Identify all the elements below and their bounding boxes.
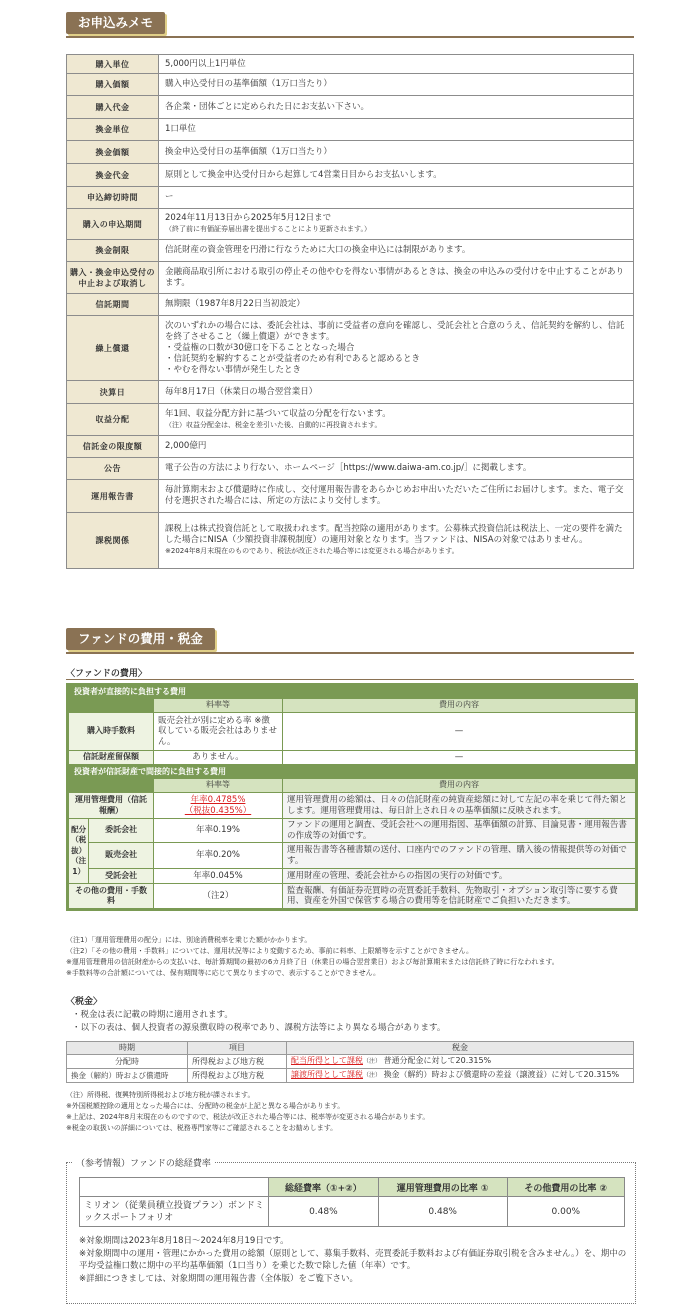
memo-row	[67, 436, 634, 458]
memo-value: 金融商品取引所における取引の停止その他やむを得ない事情があるときは、換金の申込みの受付けを中止することがあります。	[159, 262, 634, 294]
tax-header-item: 項目	[188, 1042, 287, 1055]
memo-label: 信託期間	[67, 294, 159, 316]
memo-label: 収益分配	[67, 404, 159, 436]
memo-label: 決算日	[67, 381, 159, 404]
tax-notes	[66, 1090, 646, 1134]
other-fee-label: その他の費用・手数料	[69, 884, 154, 909]
ratio-header-other: その他費用の比率 ②	[507, 1178, 624, 1197]
tax-item: 所得税および地方税	[188, 1055, 287, 1069]
fee-header-desc: 費用の内容	[283, 779, 636, 793]
direct-cost-table	[68, 698, 636, 765]
tax-rate-text: 普通分配金に対して20.315%	[383, 1056, 492, 1065]
purchase-fee-desc: —	[283, 713, 636, 751]
cost-notes	[66, 935, 646, 979]
memo-row	[67, 96, 634, 119]
memo-row	[67, 381, 634, 404]
memo-bullet-text: 信託契約を解約することが受益者のため有利であると認めるとき	[173, 353, 421, 364]
tax-bullets	[72, 1009, 445, 1034]
memo-value-note: （注）収益分配金は、税金を差引いた後、自動的に再投資されます。	[165, 420, 382, 429]
fee-header-rate: 料率等	[154, 779, 283, 793]
memo-value: 各企業・団体ごとに定められた日にお支払い下さい。	[159, 96, 634, 119]
memo-bullet-text: やむを得ない事情が発生したとき	[173, 364, 302, 375]
mgmt-fee-rate	[154, 793, 283, 819]
memo-row	[67, 294, 634, 316]
alloc-rate: 年率0.045%	[154, 869, 283, 884]
tax-row	[67, 1069, 634, 1083]
tax-period: 換金（解約）時および償還時	[67, 1069, 188, 1083]
cost-sub-rule	[66, 679, 634, 680]
ratio-header-mgmt: 運用管理費用の比率 ①	[378, 1178, 507, 1197]
alloc-rate: 年率0.19%	[154, 819, 283, 843]
tax-header-tax: 税金	[287, 1042, 634, 1055]
memo-value-text: 2024年11月13日から2025年5月12日まで	[165, 213, 332, 223]
memo-value: 無期限（1987年8月22日当初設定）	[159, 294, 634, 316]
memo-row	[67, 74, 634, 96]
fee-row	[69, 751, 636, 765]
alloc-name: 委託会社	[89, 819, 154, 843]
retention-rate: ありません。	[154, 751, 283, 765]
memo-value: 原則として換金申込受付日から起算して4営業日目からお支払いします。	[159, 164, 634, 187]
fee-row	[69, 713, 636, 751]
memo-row	[67, 55, 634, 74]
tax-bullet: ・以下の表は、個人投資者の源泉徴収時の税率であり、課税方法等により異なる場合があります。	[72, 1022, 446, 1033]
tax-desc	[287, 1055, 634, 1069]
ratio-total: 0.48%	[269, 1197, 379, 1227]
memo-row	[67, 187, 634, 209]
ratio-row	[80, 1197, 625, 1227]
memo-value: 5,000円以上1円単位	[159, 55, 634, 74]
memo-value: 2,000億円	[159, 436, 634, 458]
ratio-note: ※対象期間は2023年8月18日～2024年8月19日です。	[79, 1236, 289, 1246]
ratio-note: ※対象期間中の運用・管理にかかった費用の総額（原則として、募集手数料、売買委託手数料および有価証券取引税を含みません。）を、期中の平均受益権口数に期中の平均基準価額（1口当り）を乗じた数で除した値（年率）です。	[79, 1248, 627, 1271]
memo-title-rule	[66, 36, 634, 38]
memo-row	[67, 119, 634, 141]
memo-value: 電子公告の方法により行ない、ホームページ［https://www.daiwa-am.co.jp/］に掲載します。	[159, 458, 634, 480]
memo-bullet: ・信託契約を解約することが受益者のため有利であると認めるとき	[165, 353, 421, 364]
alloc-row	[69, 869, 636, 884]
memo-value: 信託財産の資金管理を円滑に行なうために大口の換金申込には制限があります。	[159, 240, 634, 262]
memo-value: ー	[159, 187, 634, 209]
memo-value: 毎計算期末および償還時に作成し、交付運用報告書をあらかじめお申出いただいたご住所にお届けします。また、電子交付を選択された場合には、所定の方法により交付します。	[159, 480, 634, 513]
fee-header-row	[69, 779, 636, 793]
alloc-desc: ファンドの運用と調査、受託会社への運用指図、基準価額の計算、目論見書・運用報告書の作成等の対価です。	[283, 819, 636, 843]
other-fee-rate: （注2）	[154, 884, 283, 909]
memo-label: 購入単位	[67, 55, 159, 74]
memo-value	[159, 316, 634, 381]
cost-note: （注1）「運用管理費用の配分」には、別途消費税率を乗じた額がかかります。	[66, 936, 312, 944]
alloc-row	[69, 843, 636, 869]
tax-desc	[287, 1069, 634, 1083]
indirect-cost-heading: 投資者が信託財産で間接的に負担する費用	[68, 765, 636, 778]
fee-header-row	[69, 699, 636, 713]
cost-note: （注2）「その他の費用・手数料」については、運用状況等により変動するため、事前に料率、上限額等を示すことができません。	[66, 947, 473, 955]
tax-rate-text: 換金（解約）時および償還時の差益（譲渡益）に対して20.315%	[383, 1070, 620, 1079]
memo-value-note: （終了前に有価証券届出書を提出することにより更新されます。）	[165, 225, 371, 233]
ratio-mgmt: 0.48%	[378, 1197, 507, 1227]
mgmt-fee-desc: 運用管理費用の総額は、日々の信託財産の純資産総額に対して左記の率を乗じて得た額とします。運用管理費用は、毎日計上され日々の基準価額に反映されます。	[283, 793, 636, 819]
fee-row	[69, 884, 636, 909]
tax-bullet: ・税金は表に記載の時期に適用されます。	[72, 1010, 233, 1020]
memo-label: 信託金の限度額	[67, 436, 159, 458]
tax-item: 所得税および地方税	[188, 1069, 287, 1083]
alloc-name: 販売会社	[89, 843, 154, 869]
memo-section-title: お申込みメモ	[66, 12, 165, 34]
tax-subtitle: 〈税金〉	[66, 997, 103, 1007]
ratio-header-blank	[80, 1178, 269, 1197]
alloc-rate: 年率0.20%	[154, 843, 283, 869]
memo-label: 購入価額	[67, 74, 159, 96]
memo-label: 購入の申込期間	[67, 209, 159, 240]
fee-header-blank	[69, 699, 154, 713]
memo-value-text: 課税上は株式投資信託として取扱われます。配当控除の適用があります。公募株式投資信託は税法上、一定の要件を満たした場合にNISA（少額投資非課税制度）の適用対象となります。当ファンドは、NISAの対象ではありません。	[165, 524, 623, 545]
memo-row	[67, 262, 634, 294]
memo-bullet: ・受益権の口数が30億口を下ることとなった場合	[165, 342, 355, 353]
expense-ratio-box	[66, 1159, 636, 1304]
mgmt-fee-rate-net: （税抜0.435%）	[184, 805, 252, 816]
memo-value: 1口単位	[159, 119, 634, 141]
fee-table-frame	[66, 683, 638, 911]
tax-header-period: 時期	[67, 1042, 188, 1055]
memo-label: 購入・換金申込受付の中止および取消し	[67, 262, 159, 294]
fee-header-rate: 料率等	[154, 699, 283, 713]
tax-table	[66, 1041, 634, 1083]
memo-label: 運用報告書	[67, 480, 159, 513]
purchase-fee-rate: 販売会社が別に定める率 ※徴収している販売会社はありません。	[154, 713, 283, 751]
memo-row	[67, 316, 634, 381]
memo-value	[159, 404, 634, 436]
memo-row	[67, 480, 634, 513]
memo-row	[67, 164, 634, 187]
tax-row	[67, 1055, 634, 1069]
memo-row	[67, 458, 634, 480]
memo-value	[159, 209, 634, 240]
mgmt-fee-rate-gross: 年率0.4785%	[190, 795, 246, 805]
alloc-desc: 運用報告書等各種書類の送付、口座内でのファンドの管理、購入後の情報提供等の対価です。	[283, 843, 636, 869]
ratio-note: ※詳細につきましては、対象期間の運用報告書（全体版）をご覧下さい。	[79, 1273, 358, 1284]
tax-period: 分配時	[67, 1055, 188, 1069]
tax-category-note: （注）	[363, 1072, 382, 1079]
memo-value-note: ※2024年8月末現在のものであり、税法が改正された場合等には変更される場合があります。	[165, 547, 459, 555]
tax-header-row	[67, 1042, 634, 1055]
mgmt-fee-label: 運用管理費用（信託報酬）	[69, 793, 154, 819]
fee-header-blank	[69, 779, 154, 793]
cost-note: ※手数料等の合計額については、保有期間等に応じて異なりますので、表示することができません。	[66, 969, 381, 977]
cost-section-title: ファンドの費用・税金	[66, 628, 215, 650]
memo-label: 繰上償還	[67, 316, 159, 381]
memo-label: 申込締切時間	[67, 187, 159, 209]
alloc-desc: 運用財産の管理、委託会社からの指図の実行の対価です。	[283, 869, 636, 884]
cost-note: ※運用管理費用の信託財産からの支払いは、毎計算期間の最初の6カ月終了日（休業日の場合翌営業日）および毎計算期末または信託終了時に行なわれます。	[66, 958, 559, 966]
memo-label: 課税関係	[67, 513, 159, 569]
fee-header-desc: 費用の内容	[283, 699, 636, 713]
memo-label: 換金価額	[67, 141, 159, 164]
memo-row	[67, 240, 634, 262]
memo-row	[67, 513, 634, 569]
alloc-row	[69, 819, 636, 843]
memo-value: 購入申込受付日の基準価額（1万口当たり）	[159, 74, 634, 96]
memo-label: 換金制限	[67, 240, 159, 262]
purchase-fee-label: 購入時手数料	[69, 713, 154, 751]
tax-category-note: （注）	[363, 1058, 382, 1065]
retention-desc: —	[283, 751, 636, 765]
tax-category: 譲渡所得として課税	[291, 1070, 363, 1079]
memo-value	[159, 513, 634, 569]
memo-value-text: 次のいずれかの場合には、委託会社は、事前に受益者の意向を確認し、受託会社と合意のうえ、信託契約を解約し、信託を終了させること（繰上償還）ができます。	[165, 320, 625, 342]
other-fee-desc: 監査報酬、有価証券売買時の売買委託手数料、先物取引・オプション取引等に要する費用、資産を外国で保管する場合の費用等を信託財産でご負担いただきます。	[283, 884, 636, 909]
alloc-name: 受託会社	[89, 869, 154, 884]
memo-label: 公告	[67, 458, 159, 480]
memo-bullet-text: 受益権の口数が30億口を下ることとなった場合	[173, 342, 355, 353]
fund-cost-subtitle: 〈ファンドの費用〉	[66, 669, 147, 679]
expense-ratio-title: （参考情報）ファンドの総経費率	[73, 1156, 214, 1169]
direct-cost-heading: 投資者が直接的に負担する費用	[68, 685, 636, 698]
tax-note: ※税金の取扱いの詳細については、税務専門家等にご確認されることをお勧めします。	[66, 1124, 338, 1132]
retention-label: 信託財産留保額	[69, 751, 154, 765]
memo-label: 購入代金	[67, 96, 159, 119]
memo-label: 換金代金	[67, 164, 159, 187]
fund-name: ミリオン（従業員積立投資プラン）ボンドミックスポートフォリオ	[80, 1197, 269, 1227]
ratio-other: 0.00%	[507, 1197, 624, 1227]
memo-row	[67, 209, 634, 240]
memo-row	[67, 141, 634, 164]
cost-title-rule	[66, 652, 634, 654]
tax-category: 配当所得として課税	[291, 1056, 363, 1065]
memo-value: 毎年8月17日（休業日の場合翌営業日）	[159, 381, 634, 404]
alloc-label: 配分（税抜）（注1）	[69, 819, 89, 884]
tax-note: （注）所得税、復興特別所得税および地方税が課されます。	[66, 1091, 255, 1099]
memo-value-text: 年1回、収益分配方針に基づいて収益の分配を行ないます。	[165, 408, 391, 419]
fee-row	[69, 793, 636, 819]
expense-ratio-table	[79, 1177, 625, 1227]
expense-ratio-notes	[79, 1235, 629, 1285]
ratio-header-total: 総経費率（①+②）	[269, 1178, 379, 1197]
memo-table	[66, 54, 634, 569]
memo-label: 換金単位	[67, 119, 159, 141]
tax-note: ※上記は、2024年8月末現在のものですので、税法が改正された場合等には、税率等が変更される場合があります。	[66, 1113, 430, 1121]
tax-note: ※外国税額控除の適用となった場合には、分配時の税金が上記と異なる場合があります。	[66, 1102, 345, 1110]
ratio-header-row	[80, 1178, 625, 1197]
memo-value: 換金申込受付日の基準価額（1万口当たり）	[159, 141, 634, 164]
memo-row	[67, 404, 634, 436]
memo-bullet: ・やむを得ない事情が発生したとき	[165, 364, 302, 375]
indirect-cost-table	[68, 778, 636, 909]
